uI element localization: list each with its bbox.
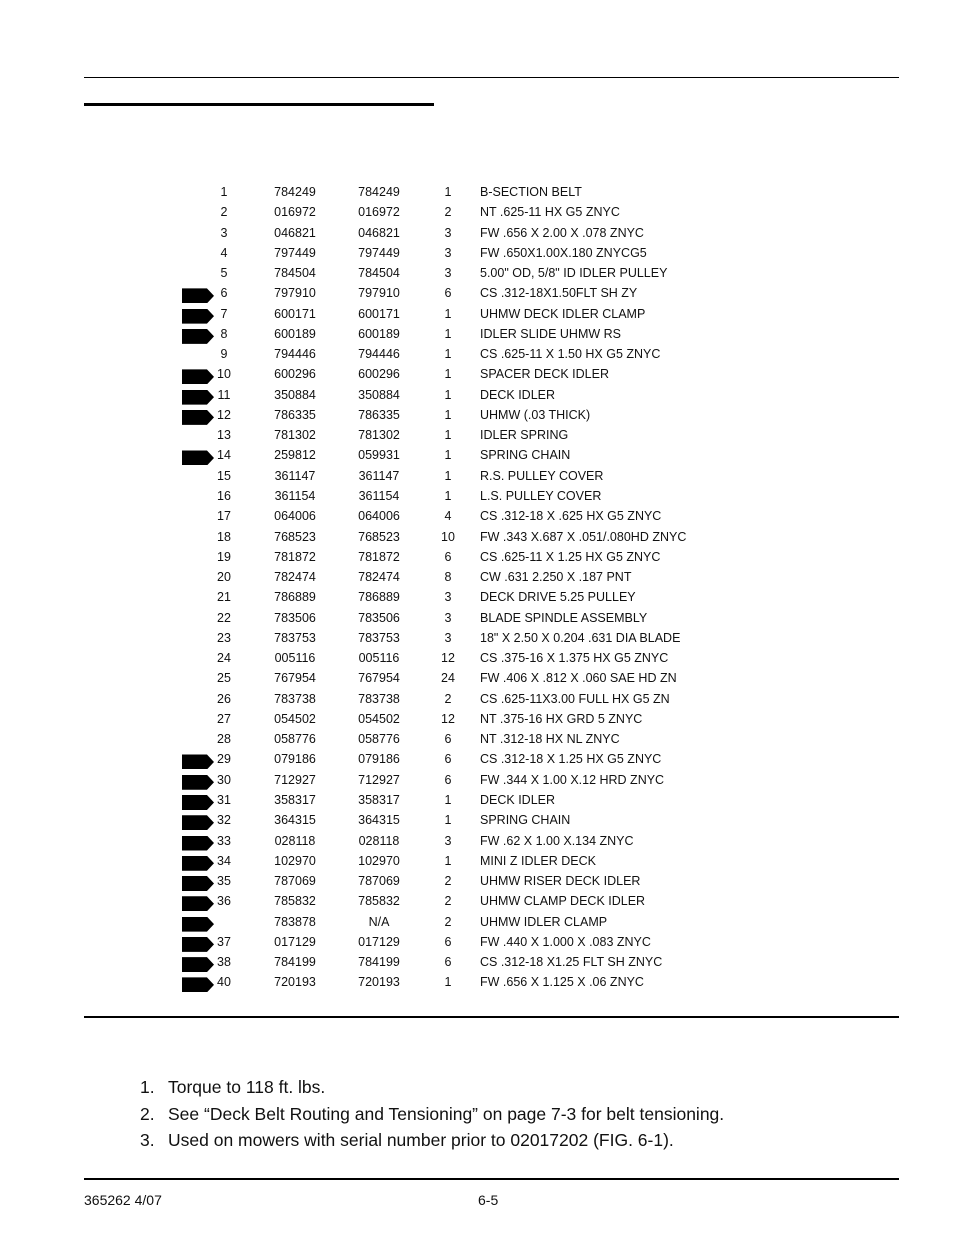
quantity: 2 [444, 894, 452, 909]
part-number-a: 785832 [274, 894, 316, 909]
description: CS .312-18 X 1.25 HX G5 ZNYC [480, 752, 662, 767]
part-number-b: 784199 [358, 955, 400, 970]
part-number-b: 797910 [358, 286, 400, 301]
table-row [0, 791, 954, 811]
part-number-b: 600171 [358, 306, 400, 321]
part-number-a: 786889 [274, 590, 316, 605]
quantity: 2 [444, 205, 452, 220]
table-row [0, 750, 954, 770]
ref-number: 6 [220, 286, 228, 301]
part-number-b: 600189 [358, 326, 400, 341]
arrow-tag-icon [182, 917, 214, 932]
table-row [0, 690, 954, 710]
part-number-b: N/A [368, 914, 390, 929]
description: FW .344 X 1.00 X.12 HRD ZNYC [480, 772, 665, 787]
table-row [0, 426, 954, 446]
description: NT .625-11 HX G5 ZNYC [480, 205, 620, 220]
description: DECK DRIVE 5.25 PULLEY [480, 590, 636, 605]
ref-number: 18 [217, 529, 231, 544]
table-row [0, 832, 954, 852]
ref-number: 37 [217, 934, 231, 949]
description: FW .650X1.00X.180 ZNYCG5 [480, 245, 647, 260]
description: UHMW DECK IDLER CLAMP [480, 306, 646, 321]
table-row [0, 933, 954, 953]
ref-number: 25 [217, 671, 231, 686]
part-number-a: 720193 [274, 975, 316, 990]
quantity: 3 [444, 630, 452, 645]
part-number-b: 768523 [358, 529, 400, 544]
part-number-a: 783753 [274, 630, 316, 645]
ref-number: 1 [220, 185, 228, 199]
part-number-b: 767954 [358, 671, 400, 686]
part-number-b: 720193 [358, 975, 400, 990]
part-number-a: 600189 [274, 326, 316, 341]
table-row [0, 953, 954, 973]
table-row [0, 325, 954, 345]
part-number-b: 600296 [358, 367, 400, 382]
quantity: 1 [444, 792, 452, 807]
quantity: 1 [444, 853, 452, 868]
table-row [0, 365, 954, 385]
table-row [0, 305, 954, 325]
part-number-b: 794446 [358, 347, 400, 362]
description: CW .631 2.250 X .187 PNT [480, 570, 632, 585]
quantity: 1 [444, 407, 452, 422]
quantity: 1 [444, 326, 452, 341]
part-number-b: 358317 [358, 792, 400, 807]
part-number-a: 783878 [274, 914, 316, 929]
description: CS .312-18 X1.25 FLT SH ZNYC [480, 955, 663, 970]
quantity: 6 [444, 934, 452, 949]
quantity: 10 [441, 529, 455, 544]
table-row [0, 913, 954, 933]
part-number-a: 712927 [274, 772, 316, 787]
footer-rule [84, 1178, 899, 1180]
part-number-b: 781872 [358, 549, 400, 564]
note-item: 1. Torque to 118 ft. lbs. [140, 1077, 326, 1097]
description: UHMW CLAMP DECK IDLER [480, 894, 646, 909]
part-number-a: 781872 [274, 549, 316, 564]
description: CS .312-18X1.50FLT SH ZY [480, 286, 638, 301]
quantity: 3 [444, 610, 452, 625]
description: NT .375-16 HX GRD 5 ZNYC [480, 711, 643, 726]
part-number-a: 005116 [274, 651, 316, 666]
part-number-b: 782474 [358, 570, 400, 585]
part-number-a: 054502 [274, 711, 316, 726]
part-number-b: 054502 [358, 711, 400, 726]
part-number-a: 797449 [274, 245, 316, 260]
note-item: 3. Used on mowers with serial number prior to 02017202 (FIG. 6-1). [140, 1130, 674, 1150]
table-row [0, 224, 954, 244]
part-number-b: 361154 [358, 488, 400, 503]
ref-number: 21 [217, 590, 231, 605]
description: MINI Z IDLER DECK [480, 853, 596, 868]
description: FW .62 X 1.00 X.134 ZNYC [480, 833, 634, 848]
quantity: 1 [444, 185, 452, 199]
ref-number: 32 [217, 813, 231, 828]
quantity: 2 [444, 914, 452, 929]
table-row [0, 649, 954, 669]
ref-number: 4 [220, 245, 228, 260]
part-number-a: 350884 [274, 387, 316, 402]
description: FW .343 X.687 X .051/.080HD ZNYC [480, 529, 687, 544]
ref-number: 16 [217, 488, 231, 503]
part-number-a: 767954 [274, 671, 316, 686]
part-number-a: 787069 [274, 874, 316, 889]
quantity: 3 [444, 833, 452, 848]
table-row [0, 568, 954, 588]
ref-number: 36 [217, 894, 231, 909]
quantity: 3 [444, 225, 452, 240]
part-number-a: 079186 [274, 752, 316, 767]
part-number-b: 786335 [358, 407, 400, 422]
quantity: 6 [444, 772, 452, 787]
table-row [0, 973, 954, 993]
ref-number: 33 [217, 833, 231, 848]
quantity: 1 [444, 347, 452, 362]
part-number-a: 781302 [274, 428, 316, 443]
quantity: 6 [444, 286, 452, 301]
quantity: 1 [444, 448, 452, 463]
description: FW .406 X .812 X .060 SAE HD ZN [480, 671, 677, 686]
ref-number: 22 [217, 610, 231, 625]
part-number-a: 361154 [274, 488, 316, 503]
ref-number: 27 [217, 711, 231, 726]
quantity: 3 [444, 266, 452, 281]
part-number-a: 600296 [274, 367, 316, 382]
part-number-a: 783738 [274, 691, 316, 706]
part-number-b: 781302 [358, 428, 400, 443]
part-number-a: 794446 [274, 347, 316, 362]
description: 18" X 2.50 X 0.204 .631 DIA BLADE [480, 630, 681, 645]
table-row [0, 203, 954, 223]
ref-number: 17 [217, 509, 231, 524]
description: CS .625-11X3.00 FULL HX G5 ZN [480, 691, 670, 706]
part-number-a: 364315 [274, 813, 316, 828]
table-row [0, 487, 954, 507]
description: CS .375-16 X 1.375 HX G5 ZNYC [480, 651, 669, 666]
table-row [0, 609, 954, 629]
quantity: 4 [444, 509, 452, 524]
table-row [0, 467, 954, 487]
part-number-a: 259812 [274, 448, 316, 463]
title-rule [84, 103, 434, 106]
quantity: 3 [444, 245, 452, 260]
table-row [0, 669, 954, 689]
table-row [0, 386, 954, 406]
description: SPRING CHAIN [480, 813, 571, 828]
notes-list [140, 1076, 724, 1156]
part-number-b: 017129 [358, 934, 400, 949]
footer-doc-number: 365262 4/07 [84, 1192, 162, 1208]
table-row [0, 730, 954, 750]
ref-number: 2 [220, 205, 228, 220]
ref-number: 13 [217, 428, 231, 443]
table-row [0, 446, 954, 466]
table-row [0, 872, 954, 892]
ref-number: 31 [217, 792, 231, 807]
part-number-a: 064006 [274, 509, 316, 524]
quantity: 24 [441, 671, 455, 686]
part-number-b: 059931 [358, 448, 400, 463]
quantity: 2 [444, 874, 452, 889]
quantity: 1 [444, 306, 452, 321]
ref-number: 20 [217, 570, 231, 585]
quantity: 12 [441, 651, 455, 666]
table-row [0, 852, 954, 872]
part-number-b: 350884 [358, 387, 400, 402]
part-number-a: 046821 [274, 225, 316, 240]
part-number-a: 017129 [274, 934, 316, 949]
part-number-a: 358317 [274, 792, 316, 807]
part-number-a: 786335 [274, 407, 316, 422]
part-number-b: 784249 [358, 185, 400, 199]
ref-number: 12 [217, 407, 231, 422]
part-number-a: 600171 [274, 306, 316, 321]
ref-number: 7 [220, 306, 228, 321]
part-number-b: 786889 [358, 590, 400, 605]
part-number-b: 064006 [358, 509, 400, 524]
table-row [0, 710, 954, 730]
parts-table [0, 183, 954, 994]
quantity: 1 [444, 975, 452, 990]
table-row [0, 284, 954, 304]
quantity: 12 [441, 711, 455, 726]
header-rule [84, 77, 899, 78]
ref-number: 34 [217, 853, 231, 868]
part-number-a: 058776 [274, 732, 316, 747]
ref-number: 40 [217, 975, 231, 990]
description: UHMW RISER DECK IDLER [480, 874, 641, 889]
part-number-a: 784504 [274, 266, 316, 281]
table-row [0, 406, 954, 426]
ref-number: 8 [220, 326, 228, 341]
description: BLADE SPINDLE ASSEMBLY [480, 610, 648, 625]
description: B-SECTION BELT [480, 185, 582, 199]
part-number-b: 784504 [358, 266, 400, 281]
table-row [0, 629, 954, 649]
description: 5.00" OD, 5/8" ID IDLER PULLEY [480, 266, 668, 281]
description: FW .440 X 1.000 X .083 ZNYC [480, 934, 651, 949]
table-row [0, 548, 954, 568]
description: L.S. PULLEY COVER [480, 488, 602, 503]
part-number-b: 005116 [358, 651, 400, 666]
part-number-b: 783753 [358, 630, 400, 645]
note-item: 2. See “Deck Belt Routing and Tensioning” on page 7-3 for belt tensioning. [140, 1103, 725, 1124]
quantity: 1 [444, 488, 452, 503]
description: IDLER SLIDE UHMW RS [480, 326, 621, 341]
part-number-b: 102970 [358, 853, 400, 868]
ref-number: 30 [217, 772, 231, 787]
ref-number: 11 [217, 387, 231, 402]
ref-number: 28 [217, 732, 231, 747]
table-row [0, 345, 954, 365]
part-number-a: 782474 [274, 570, 316, 585]
quantity: 1 [444, 387, 452, 402]
table-row [0, 892, 954, 912]
ref-number: 15 [217, 468, 231, 483]
ref-number: 38 [217, 955, 231, 970]
table-row [0, 507, 954, 527]
part-number-b: 797449 [358, 245, 400, 260]
part-number-a: 784249 [274, 185, 316, 199]
part-number-b: 028118 [358, 833, 400, 848]
ref-number: 9 [220, 347, 228, 362]
part-number-b: 787069 [358, 874, 400, 889]
quantity: 1 [444, 813, 452, 828]
description: DECK IDLER [480, 792, 556, 807]
table-row [0, 264, 954, 284]
table-bottom-rule [84, 1016, 899, 1018]
quantity: 2 [444, 691, 452, 706]
part-number-b: 079186 [358, 752, 400, 767]
description: FW .656 X 1.125 X .06 ZNYC [480, 975, 644, 990]
part-number-b: 712927 [358, 772, 400, 787]
part-number-b: 783738 [358, 691, 400, 706]
table-row [0, 588, 954, 608]
ref-number: 24 [217, 651, 231, 666]
ref-number: 35 [217, 874, 231, 889]
description: CS .312-18 X .625 HX G5 ZNYC [480, 509, 662, 524]
part-number-a: 768523 [274, 529, 316, 544]
quantity: 6 [444, 549, 452, 564]
quantity: 1 [444, 428, 452, 443]
ref-number: 19 [217, 549, 231, 564]
description: SPACER DECK IDLER [480, 367, 609, 382]
description: NT .312-18 HX NL ZNYC [480, 732, 620, 747]
ref-number: 3 [220, 225, 228, 240]
description: CS .625-11 X 1.50 HX G5 ZNYC [480, 347, 661, 362]
part-number-a: 028118 [274, 833, 316, 848]
description: SPRING CHAIN [480, 448, 571, 463]
part-number-b: 046821 [358, 225, 400, 240]
footer-page-number: 6-5 [478, 1192, 499, 1208]
part-number-b: 361147 [358, 468, 400, 483]
table-row [0, 811, 954, 831]
part-number-a: 102970 [274, 853, 316, 868]
table-row [0, 771, 954, 791]
ref-number: 5 [220, 266, 228, 281]
part-number-a: 783506 [274, 610, 316, 625]
part-number-b: 783506 [358, 610, 400, 625]
quantity: 6 [444, 752, 452, 767]
ref-number: 14 [217, 448, 231, 463]
description: UHMW (.03 THICK) [480, 407, 591, 422]
quantity: 1 [444, 468, 452, 483]
quantity: 8 [444, 570, 452, 585]
part-number-b: 364315 [358, 813, 400, 828]
description: UHMW IDLER CLAMP [480, 914, 608, 929]
part-number-b: 058776 [358, 732, 400, 747]
description: CS .625-11 X 1.25 HX G5 ZNYC [480, 549, 661, 564]
part-number-b: 785832 [358, 894, 400, 909]
description: DECK IDLER [480, 387, 556, 402]
quantity: 6 [444, 955, 452, 970]
ref-number: 29 [217, 752, 231, 767]
ref-number: 23 [217, 630, 231, 645]
table-row [0, 183, 954, 203]
quantity: 1 [444, 367, 452, 382]
part-number-b: 016972 [358, 205, 400, 220]
part-number-a: 016972 [274, 205, 316, 220]
description: IDLER SPRING [480, 428, 569, 443]
part-number-a: 361147 [274, 468, 316, 483]
ref-number: 10 [217, 367, 231, 382]
description: FW .656 X 2.00 X .078 ZNYC [480, 225, 644, 240]
part-number-a: 784199 [274, 955, 316, 970]
ref-number: 26 [217, 691, 231, 706]
quantity: 3 [444, 590, 452, 605]
description: R.S. PULLEY COVER [480, 468, 604, 483]
part-number-a: 797910 [274, 286, 316, 301]
table-row [0, 244, 954, 264]
table-row [0, 528, 954, 548]
quantity: 6 [444, 732, 452, 747]
